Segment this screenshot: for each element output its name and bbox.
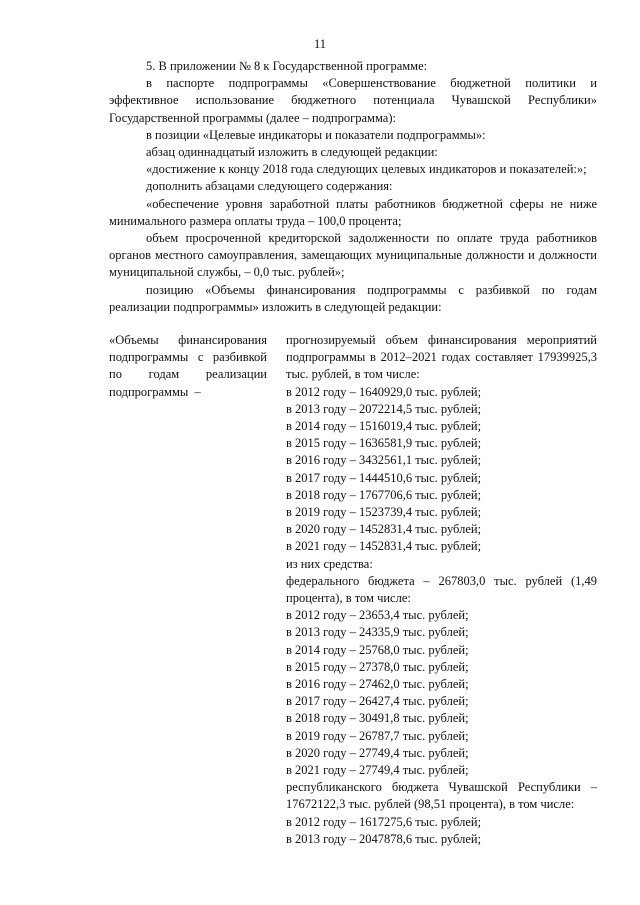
paragraph: в позиции «Целевые индикаторы и показатели подпрограммы»: bbox=[146, 127, 486, 142]
republic-by-year-list bbox=[286, 814, 597, 848]
paragraph: абзац одиннадцатый изложить в следующей редакции: bbox=[146, 145, 438, 160]
list-item: в 2015 году – 27378,0 тыс. рублей; bbox=[286, 659, 469, 674]
list-item: в 2019 году – 26787,7 тыс. рублей; bbox=[286, 728, 469, 743]
sources-header: из них средства: bbox=[286, 556, 373, 571]
table-right-cell bbox=[286, 332, 597, 848]
list-item: в 2019 году – 1523739,4 тыс. рублей; bbox=[286, 505, 482, 520]
republic-intro: республиканского бюджета Чувашской Республики – 17672122,3 тыс. рублей (98,51 процента), в том числе: bbox=[286, 780, 597, 812]
list-item: в 2014 году – 25768,0 тыс. рублей; bbox=[286, 642, 469, 657]
page-number: 11 bbox=[313, 37, 327, 51]
federal-by-year-list bbox=[286, 607, 597, 779]
list-item: в 2016 году – 3432561,1 тыс. рублей; bbox=[286, 453, 482, 468]
list-item: в 2015 году – 1636581,9 тыс. рублей; bbox=[286, 436, 482, 451]
list-item: в 2012 году – 1617275,6 тыс. рублей; bbox=[286, 814, 482, 829]
paragraph: объем просроченной кредиторской задолженности по оплате труда работников органов местного самоуправления, замещающих муниципальные должности и должности муниципальной службы, – 0,0 тыс. рублей»; bbox=[109, 231, 597, 280]
list-item: в 2018 году – 1767706,6 тыс. рублей; bbox=[286, 487, 482, 502]
list-item: в 2020 году – 1452831,4 тыс. рублей; bbox=[286, 522, 482, 537]
paragraph: позицию «Объемы финансирования подпрограммы с разбивкой по годам реализации подпрограммы» изложить в следующей редакции: bbox=[109, 282, 597, 314]
list-item: в 2021 году – 27749,4 тыс. рублей; bbox=[286, 763, 469, 778]
list-item: в 2017 году – 26427,4 тыс. рублей; bbox=[286, 694, 469, 709]
paragraph: «достижение к концу 2018 года следующих целевых индикаторов и показателей:»; bbox=[146, 162, 587, 177]
paragraph: «обеспечение уровня заработной платы работников бюджетной сферы не ниже минимального размера оплаты труда – 100,0 процента; bbox=[109, 196, 597, 228]
list-item: в 2012 году – 1640929,0 тыс. рублей; bbox=[286, 384, 482, 399]
list-item: в 2020 году – 27749,4 тыс. рублей; bbox=[286, 745, 469, 760]
position-title-text: «Объемы финансирования подпрограммы с разбивкой по годам реализации подпрограммы bbox=[109, 333, 267, 399]
paragraph: 5. В приложении № 8 к Государственной программе: bbox=[146, 59, 428, 73]
list-item: в 2013 году – 2047878,6 тыс. рублей; bbox=[286, 831, 482, 846]
paragraph: дополнить абзацами следующего содержания: bbox=[146, 179, 393, 194]
position-title bbox=[109, 332, 267, 401]
list-item: в 2017 году – 1444510,6 тыс. рублей; bbox=[286, 470, 482, 485]
list-item: в 2013 году – 2072214,5 тыс. рублей; bbox=[286, 401, 482, 416]
financing-intro: прогнозируемый объем финансирования мероприятий подпрограммы в 2012–2021 годах составляет 17939925,3 тыс. рублей, в том числе: bbox=[286, 333, 597, 382]
position-dash: – bbox=[194, 384, 201, 399]
total-by-year-list bbox=[286, 384, 597, 556]
list-item: в 2012 году – 23653,4 тыс. рублей; bbox=[286, 608, 469, 623]
list-item: в 2021 году – 1452831,4 тыс. рублей; bbox=[286, 539, 482, 554]
list-item: в 2016 году – 27462,0 тыс. рублей; bbox=[286, 677, 469, 692]
paragraph: в паспорте подпрограммы «Совершенствование бюджетной политики и эффективное использование бюджетного потенциала Чувашской Республики» Государственной программы (далее – подпрограмма): bbox=[109, 76, 597, 125]
list-item: в 2013 году – 24335,9 тыс. рублей; bbox=[286, 625, 469, 640]
federal-intro: федерального бюджета – 267803,0 тыс. рублей (1,49 процента), в том числе: bbox=[286, 573, 597, 606]
document-body bbox=[109, 58, 597, 316]
list-item: в 2014 году – 1516019,4 тыс. рублей; bbox=[286, 419, 482, 434]
list-item: в 2018 году – 30491,8 тыс. рублей; bbox=[286, 711, 469, 726]
table-left-cell bbox=[109, 332, 267, 401]
